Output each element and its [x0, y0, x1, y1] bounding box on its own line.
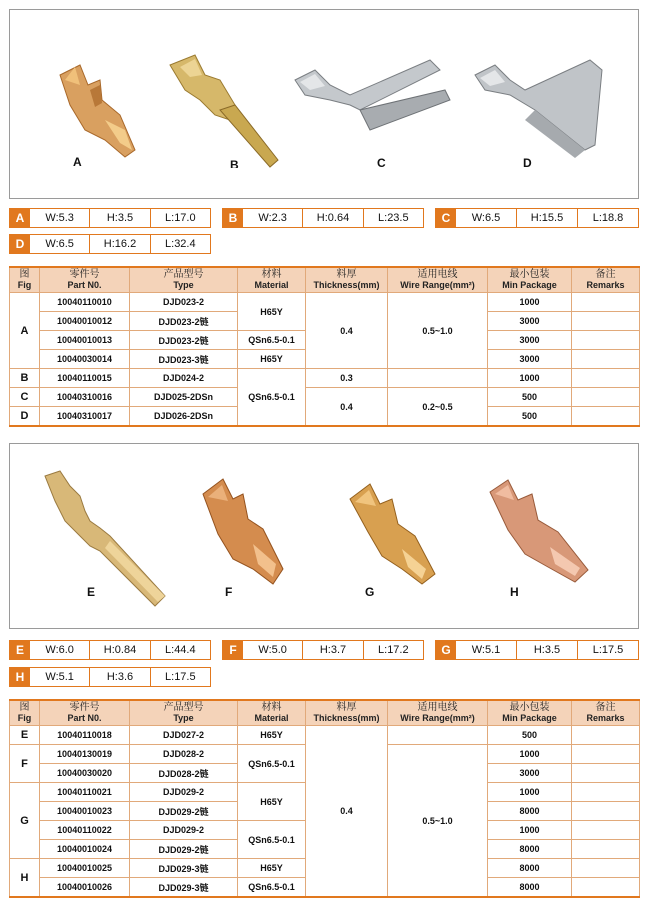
part-cell: 10040010025 — [40, 859, 130, 878]
type-cell: DJD027-2 — [130, 726, 238, 745]
dim-length: L:32.4 — [165, 238, 196, 250]
type-cell: DJD024-2 — [130, 369, 238, 388]
terminal-f-image — [188, 469, 298, 589]
spec-table-1 — [9, 266, 640, 427]
remarks-cell — [572, 878, 640, 898]
spec-table-2 — [9, 699, 640, 898]
photo-label-b: B — [230, 158, 239, 168]
dim-tag-b: B — [223, 209, 243, 227]
dim-box-a — [9, 208, 211, 228]
dim-width: W:5.1 — [471, 644, 501, 656]
remarks-cell — [572, 859, 640, 878]
dim-width: W:5.1 — [45, 671, 74, 683]
package-cell: 3000 — [488, 764, 572, 783]
package-cell: 8000 — [488, 840, 572, 859]
type-cell: DJD029-3链 — [130, 859, 238, 878]
remarks-cell — [572, 312, 640, 331]
thickness-cell: 0.4 — [306, 726, 388, 898]
dim-width: W:6.5 — [471, 212, 501, 224]
dim-tag-a: A — [10, 209, 30, 227]
part-cell: 10040010023 — [40, 802, 130, 821]
remarks-cell — [572, 840, 640, 859]
thickness-cell: 0.3 — [306, 369, 388, 388]
material-cell: H65Y — [238, 350, 306, 369]
part-cell: 10040130019 — [40, 745, 130, 764]
col-remarks: 备注 Remarks — [572, 700, 640, 726]
dim-height: H:3.6 — [106, 671, 134, 683]
dim-box-e — [9, 640, 211, 660]
table-row — [10, 369, 640, 388]
package-cell: 1000 — [488, 745, 572, 764]
type-cell: DJD028-2链 — [130, 764, 238, 783]
material-cell: H65Y — [238, 726, 306, 745]
dim-box-h — [9, 667, 211, 687]
type-cell: DJD029-2 — [130, 821, 238, 840]
dim-tag-h: H — [10, 668, 30, 686]
material-cell: H65Y — [238, 783, 306, 821]
remarks-cell — [572, 407, 640, 427]
col-type: 产品型号 Type — [130, 700, 238, 726]
dim-tag-c: C — [436, 209, 456, 227]
package-cell: 500 — [488, 726, 572, 745]
col-remarks: 备注 Remarks — [572, 267, 640, 293]
fig-cell: C — [10, 388, 40, 407]
remarks-cell — [572, 745, 640, 764]
dim-length: L:44.4 — [165, 644, 196, 656]
dim-height: H:0.84 — [103, 644, 137, 656]
dim-length: L:17.2 — [378, 644, 409, 656]
part-cell: 10040110010 — [40, 293, 130, 312]
dim-width: W:2.3 — [258, 212, 287, 224]
material-cell: H65Y — [238, 293, 306, 331]
col-wire: 适用电线 Wire Range(mm²) — [388, 700, 488, 726]
dim-height: H:15.5 — [530, 212, 564, 224]
part-cell: 10040110018 — [40, 726, 130, 745]
photo-panel-bottom — [9, 443, 639, 629]
col-material: 材料 Material — [238, 267, 306, 293]
photo-label-f: F — [225, 585, 233, 599]
part-cell: 10040110021 — [40, 783, 130, 802]
terminal-e-image — [40, 466, 170, 611]
package-cell: 8000 — [488, 878, 572, 898]
col-fig: 图 Fig — [10, 700, 40, 726]
terminal-c-image — [290, 50, 455, 150]
photo-label-h: H — [510, 585, 519, 599]
type-cell: DJD029-3链 — [130, 878, 238, 898]
fig-cell: B — [10, 369, 40, 388]
material-cell: QSn6.5-0.1 — [238, 369, 306, 427]
dim-tag-d: D — [10, 235, 30, 253]
part-cell: 10040010026 — [40, 878, 130, 898]
table-row — [10, 388, 640, 407]
photo-label-a: A — [73, 155, 82, 169]
package-cell: 500 — [488, 407, 572, 427]
type-cell: DJD023-2链 — [130, 312, 238, 331]
material-cell: QSn6.5-0.1 — [238, 331, 306, 350]
package-cell: 500 — [488, 388, 572, 407]
dim-height: H:0.64 — [316, 212, 350, 224]
remarks-cell — [572, 726, 640, 745]
remarks-cell — [572, 388, 640, 407]
package-cell: 1000 — [488, 783, 572, 802]
part-cell: 10040010013 — [40, 331, 130, 350]
table-row — [10, 293, 640, 312]
fig-cell: G — [10, 783, 40, 859]
thickness-cell: 0.4 — [306, 293, 388, 369]
dim-tag-g: G — [436, 641, 456, 659]
remarks-cell — [572, 764, 640, 783]
type-cell: DJD026-2DSn — [130, 407, 238, 427]
dim-width: W:6.0 — [45, 644, 74, 656]
table-header-row — [10, 267, 640, 293]
wire-cell — [388, 369, 488, 388]
col-package: 最小包装 Min Package — [488, 267, 572, 293]
remarks-cell — [572, 802, 640, 821]
package-cell: 3000 — [488, 350, 572, 369]
part-cell: 10040010012 — [40, 312, 130, 331]
fig-cell: D — [10, 407, 40, 427]
col-package: 最小包装 Min Package — [488, 700, 572, 726]
part-cell: 10040110022 — [40, 821, 130, 840]
package-cell: 1000 — [488, 369, 572, 388]
fig-cell: H — [10, 859, 40, 898]
type-cell: DJD023-2链 — [130, 331, 238, 350]
type-cell: DJD023-2 — [130, 293, 238, 312]
col-part: 零件号 Part N0. — [40, 267, 130, 293]
col-thickness: 料厚 Thickness(mm) — [306, 700, 388, 726]
dim-length: L:17.0 — [165, 212, 196, 224]
dim-width: W:6.5 — [45, 238, 74, 250]
terminal-d-image — [470, 50, 615, 170]
material-cell: QSn6.5-0.1 — [238, 878, 306, 898]
package-cell: 1000 — [488, 821, 572, 840]
col-type: 产品型号 Type — [130, 267, 238, 293]
package-cell: 3000 — [488, 331, 572, 350]
wire-cell — [388, 726, 488, 745]
dim-length: L:17.5 — [165, 671, 196, 683]
material-cell: QSn6.5-0.1 — [238, 821, 306, 859]
dim-box-g — [435, 640, 639, 660]
material-cell: QSn6.5-0.1 — [238, 745, 306, 783]
part-cell: 10040030014 — [40, 350, 130, 369]
type-cell: DJD025-2DSn — [130, 388, 238, 407]
dim-box-b — [222, 208, 424, 228]
col-fig: 图 Fig — [10, 267, 40, 293]
wire-cell: 0.5~1.0 — [388, 745, 488, 898]
dim-length: L:18.8 — [592, 212, 624, 224]
dim-box-c — [435, 208, 639, 228]
dim-length: L:17.5 — [592, 644, 624, 656]
dim-width: W:5.0 — [258, 644, 287, 656]
dim-tag-e: E — [10, 641, 30, 659]
type-cell: DJD029-2链 — [130, 840, 238, 859]
fig-cell: E — [10, 726, 40, 745]
terminal-g-image — [340, 474, 450, 589]
material-cell: H65Y — [238, 859, 306, 878]
type-cell: DJD029-2 — [130, 783, 238, 802]
type-cell: DJD028-2 — [130, 745, 238, 764]
col-part: 零件号 Part N0. — [40, 700, 130, 726]
remarks-cell — [572, 783, 640, 802]
remarks-cell — [572, 293, 640, 312]
table-row — [10, 726, 640, 745]
dim-box-f — [222, 640, 424, 660]
photo-panel-top — [9, 9, 639, 199]
package-cell: 8000 — [488, 802, 572, 821]
wire-cell: 0.2~0.5 — [388, 388, 488, 427]
terminal-h-image — [480, 472, 600, 587]
thickness-cell: 0.4 — [306, 388, 388, 427]
part-cell: 10040110015 — [40, 369, 130, 388]
terminal-b-image — [160, 45, 280, 170]
col-thickness: 料厚 Thickness(mm) — [306, 267, 388, 293]
col-material: 材料 Material — [238, 700, 306, 726]
remarks-cell — [572, 331, 640, 350]
remarks-cell — [572, 821, 640, 840]
dim-height: H:16.2 — [103, 238, 137, 250]
type-cell: DJD029-2链 — [130, 802, 238, 821]
remarks-cell — [572, 350, 640, 369]
col-wire: 适用电线 Wire Range(mm²) — [388, 267, 488, 293]
part-cell: 10040310017 — [40, 407, 130, 427]
wire-cell: 0.5~1.0 — [388, 293, 488, 369]
photo-label-d: D — [523, 156, 532, 170]
part-cell: 10040010024 — [40, 840, 130, 859]
dim-height: H:3.5 — [533, 644, 561, 656]
terminal-a-image — [40, 45, 150, 160]
dim-length: L:23.5 — [378, 212, 409, 224]
dim-box-d — [9, 234, 211, 254]
part-cell: 10040310016 — [40, 388, 130, 407]
remarks-cell — [572, 369, 640, 388]
dim-height: H:3.5 — [106, 212, 134, 224]
type-cell: DJD023-3链 — [130, 350, 238, 369]
photo-label-c: C — [377, 156, 386, 170]
photo-label-e: E — [87, 585, 96, 599]
table-header-row — [10, 700, 640, 726]
dim-width: W:5.3 — [45, 212, 74, 224]
part-cell: 10040030020 — [40, 764, 130, 783]
photo-label-g: G — [365, 585, 375, 599]
fig-cell: F — [10, 745, 40, 783]
dim-tag-f: F — [223, 641, 243, 659]
package-cell: 8000 — [488, 859, 572, 878]
fig-cell: A — [10, 293, 40, 369]
dim-height: H:3.7 — [319, 644, 347, 656]
package-cell: 3000 — [488, 312, 572, 331]
package-cell: 1000 — [488, 293, 572, 312]
